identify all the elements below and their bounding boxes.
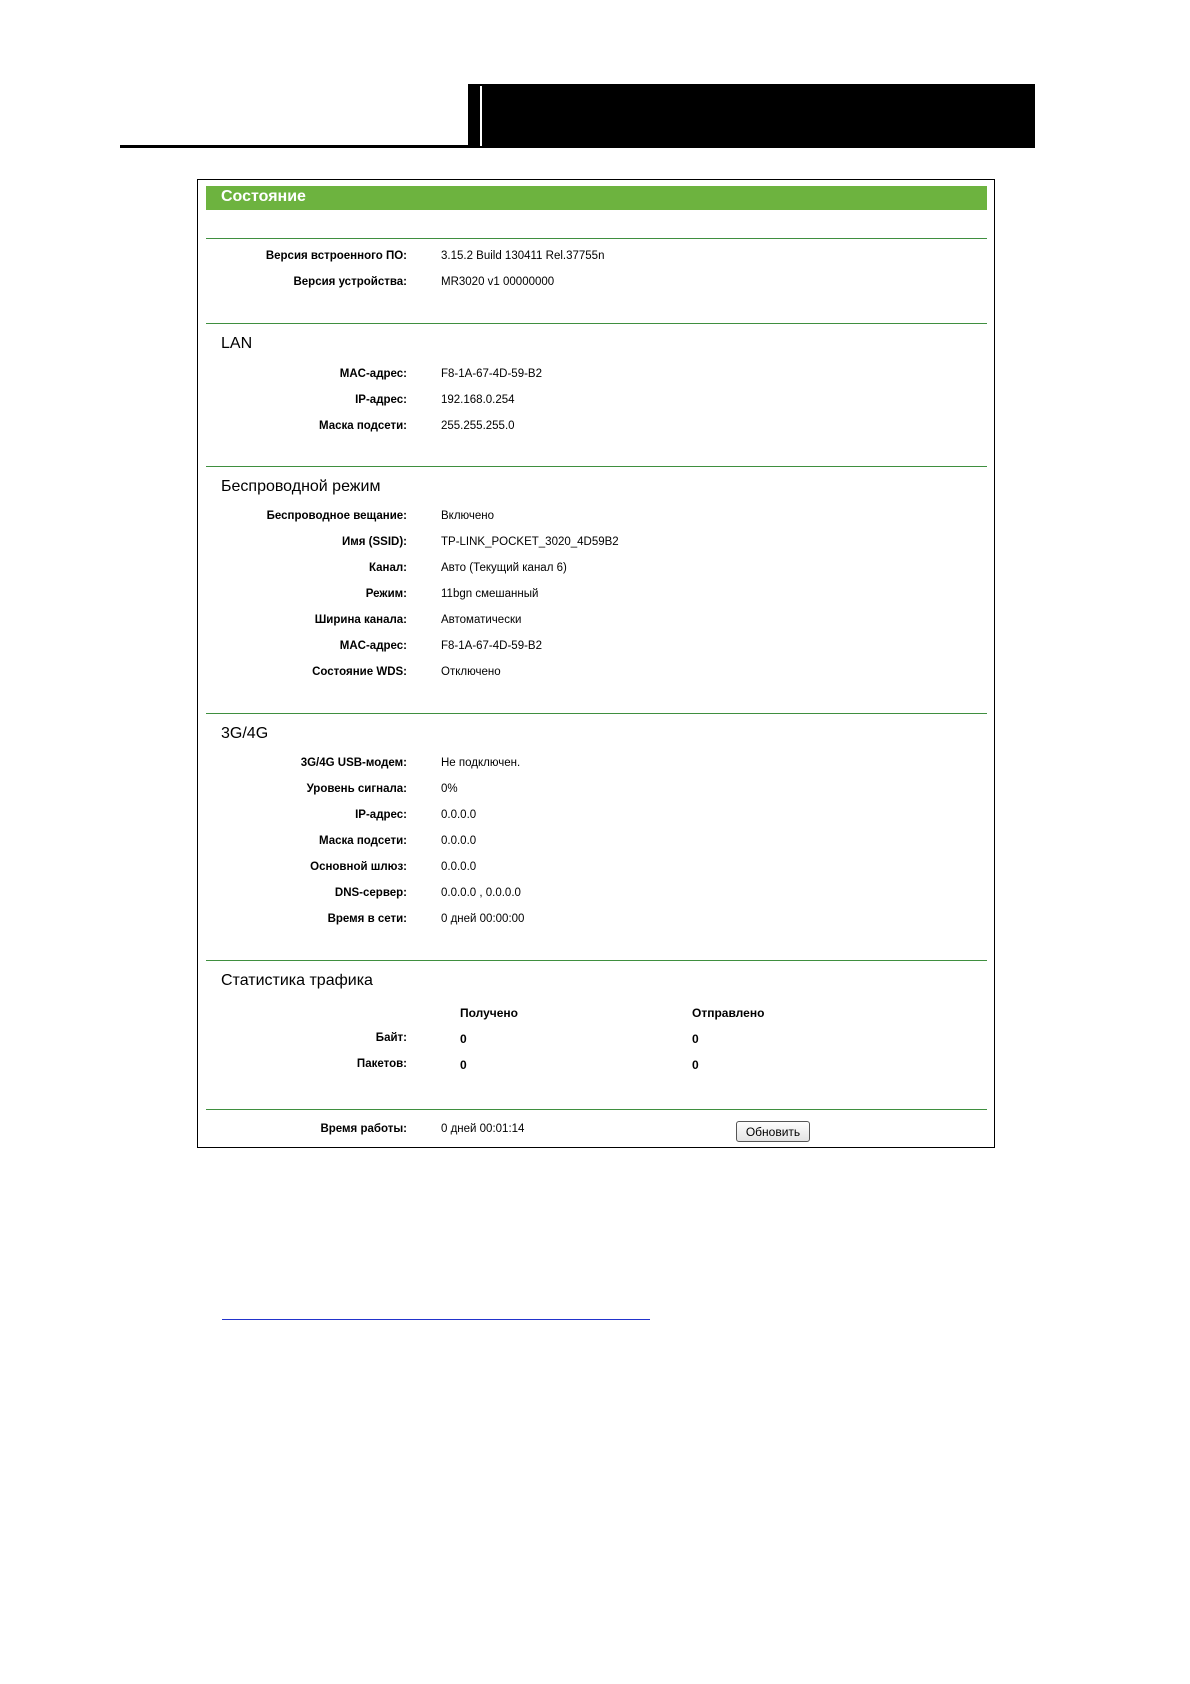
wireless-mode-value: 11bgn смешанный <box>441 588 539 600</box>
separator <box>206 713 987 714</box>
separator <box>206 323 987 324</box>
traffic-bytes-label: Байт: <box>375 1032 407 1044</box>
lan-ip-label: IP-адрес: <box>355 394 407 406</box>
wireless-wds-label: Состояние WDS: <box>312 666 407 678</box>
traffic-packets-label: Пакетов: <box>356 1058 407 1070</box>
traffic-packets-received: 0 <box>460 1058 467 1072</box>
separator <box>206 1109 987 1110</box>
wireless-ssid-label: Имя (SSID): <box>341 536 407 548</box>
header-black-banner-inner <box>480 86 1033 146</box>
wireless-channel-label: Канал: <box>368 562 407 574</box>
firmware-version-label: Версия встроенного ПО: <box>265 250 407 262</box>
wireless-width-label: Ширина канала: <box>314 614 407 626</box>
g34-online-label: Время в сети: <box>327 913 407 925</box>
g34-dns-label: DNS-сервер: <box>334 887 407 899</box>
hardware-version-label: Версия устройства: <box>293 276 407 288</box>
firmware-version-value: 3.15.2 Build 130411 Rel.37755n <box>441 250 605 262</box>
g34-dns-value: 0.0.0.0 , 0.0.0.0 <box>441 887 521 899</box>
lan-section-title: LAN <box>221 335 253 352</box>
g34-modem-label: 3G/4G USB-модем: <box>300 757 407 769</box>
wireless-wds-value: Отключено <box>441 666 501 678</box>
traffic-sent-header: Отправлено <box>692 1006 765 1020</box>
lan-mac-label: MAC-адрес: <box>339 368 407 380</box>
page-title: Состояние <box>221 188 306 205</box>
g34-mask-value: 0.0.0.0 <box>441 835 477 847</box>
status-panel <box>197 179 995 1148</box>
wireless-broadcast-label: Беспроводное вещание: <box>266 510 407 522</box>
refresh-button[interactable]: Обновить <box>736 1121 810 1142</box>
status-title-bar <box>206 186 987 210</box>
wireless-ssid-value: TP-LINK_POCKET_3020_4D59B2 <box>441 536 619 548</box>
wireless-broadcast-value: Включено <box>441 510 495 522</box>
uptime-label: Время работы: <box>320 1123 407 1135</box>
g34-gateway-value: 0.0.0.0 <box>441 861 477 873</box>
wireless-width-value: Автоматически <box>441 614 522 626</box>
traffic-section-title: Статистика трафика <box>221 972 373 989</box>
g34-signal-value: 0% <box>441 783 458 795</box>
hardware-version-value: MR3020 v1 00000000 <box>441 276 555 288</box>
g34-section-title: 3G/4G <box>221 725 269 742</box>
hyperlink-underline[interactable] <box>222 1319 650 1320</box>
uptime-value: 0 дней 00:01:14 <box>441 1123 525 1135</box>
wireless-mode-label: Режим: <box>365 588 407 600</box>
traffic-received-header: Получено <box>460 1006 519 1020</box>
g34-modem-value: Не подключен. <box>441 757 521 769</box>
g34-ip-label: IP-адрес: <box>355 809 407 821</box>
wireless-channel-value: Авто (Текущий канал 6) <box>441 562 567 574</box>
traffic-bytes-sent: 0 <box>692 1032 699 1046</box>
wireless-mac-label: MAC-адрес: <box>339 640 407 652</box>
separator <box>206 466 987 467</box>
lan-mac-value: F8-1A-67-4D-59-B2 <box>441 368 542 380</box>
separator <box>206 960 987 961</box>
lan-ip-value: 192.168.0.254 <box>441 394 515 406</box>
traffic-bytes-received: 0 <box>460 1032 467 1046</box>
g34-signal-label: Уровень сигнала: <box>306 783 407 795</box>
wireless-mac-value: F8-1A-67-4D-59-B2 <box>441 640 542 652</box>
g34-mask-label: Маска подсети: <box>319 835 407 847</box>
lan-mask-value: 255.255.255.0 <box>441 420 515 432</box>
g34-online-value: 0 дней 00:00:00 <box>441 913 525 925</box>
g34-gateway-label: Основной шлюз: <box>310 861 407 873</box>
g34-ip-value: 0.0.0.0 <box>441 809 477 821</box>
traffic-packets-sent: 0 <box>692 1058 699 1072</box>
lan-mask-label: Маска подсети: <box>319 420 407 432</box>
wireless-section-title: Беспроводной режим <box>221 478 381 495</box>
separator <box>206 238 987 239</box>
